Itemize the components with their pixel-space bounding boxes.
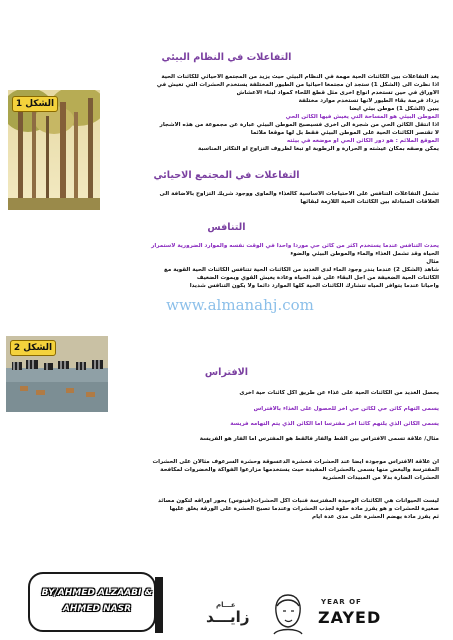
paragraph-line: يزداد فرصة بقاء الطيور لانها تستخدم موارد مختلفة bbox=[298, 98, 439, 104]
heading-predation: الافتراس bbox=[204, 367, 249, 378]
zayed-year-arabic-small: عـــام bbox=[216, 601, 236, 609]
paragraph-line: يعد التفاعلات بين الكائنات الحية مهمة في النظام البيئي حيث يزيد من المجتمع الاحيائي للكائنات الحية bbox=[161, 74, 439, 80]
figure-2-label: الشكل 2 bbox=[10, 340, 56, 356]
heading-ecosystem-interactions: التفاعلات في النظام البيئي bbox=[161, 52, 292, 63]
paragraph-line: مثال bbox=[426, 259, 439, 265]
predation-definition: يسمى التهام كائن حي لكائن حي اخر للحصول على الغذاء بالافتراس bbox=[253, 406, 439, 412]
paragraph-line: ان علاقة الافتراس موجودة ايضا عند الحشرات فحشرة الدعسوقة وحشرة السرعوف مثالان على الحشرات bbox=[152, 459, 439, 465]
author-credit bbox=[27, 571, 167, 635]
paragraph-line: مثال/ علاقة تسمى الافتراس بين القط والفار فالقط هو المفترس اما الفار هو الفريسة bbox=[199, 436, 439, 442]
paragraph-line: تشمل التفاعلات التنافس على الاحتياجات الاساسية كالغذاء والماوى ووجود شريك التزاوج بالاضافة الى bbox=[159, 191, 439, 197]
watermark: www.almanahj.com bbox=[166, 296, 314, 314]
zayed-year-arabic: زايـــد bbox=[206, 608, 250, 626]
competition-definition: يحدث التنافس عندما يستخدم اكثر من كائن حي موردا واحدا في الوقت نفسه والموارد الضرورية لاستمرار bbox=[151, 243, 439, 249]
zayed-label: ZAYED bbox=[318, 608, 382, 627]
year-of-label: YEAR OF bbox=[321, 598, 362, 606]
predator-prey-definition: يسمى الكائن الذي يلتهم كائنا اخر مفترسا اما الكائن الذي يتم التهامه فريسة bbox=[230, 421, 439, 427]
paragraph-line: ليست الحيوانات هي الكائنات الوحيدة المفترسة فنبات اكل الحشرات(فينوس) يحور اوراقه لتكون مصائد bbox=[158, 498, 439, 504]
author-line-2: AHMED NASR bbox=[62, 604, 132, 614]
habitat-definition: الموطن البيئي هو المساحة التي يعيش فيها الكائن الحي bbox=[285, 114, 439, 120]
zayed-portrait-icon bbox=[268, 592, 308, 636]
paragraph-line: يبين (الشكل 1) موطن بيئي ايضا bbox=[349, 106, 439, 112]
paragraph-line: اذا انتقل الكائن الحي من شجرة الى اخرى فسيصبح الموطن البيئي عبارة عن مجموعة من هذه الاشجار bbox=[159, 122, 439, 128]
paragraph-line: لا تقتصر الكائنات الحية على الموطن البيئي فقط بل لها موقعا ملائما bbox=[250, 130, 439, 136]
paragraph-line: شاهد (الشكل 2) عندما يندر وجود الماء لدى العديد من الكائنات الحية تتنافس الكائنات الحية القوية مع bbox=[164, 267, 439, 273]
paragraph-line: يحصل العديد من الكائنات الحية على غذاء عن طريق اكل كائنات حية اخرى bbox=[239, 390, 439, 396]
paragraph-line: الكائنات الحية الضعيفة من اجل البقاء على قيد الحياة وعادة يعيش القوي ويموت الضعيف bbox=[196, 275, 439, 281]
paragraph-line: الحياة وقد تشمل الغذاء والماء والموطن البيئي والضوء bbox=[290, 251, 439, 257]
paragraph-line: يمكن وصفه بمكان عيشته و الحرارة و الرطوبة او تبعا لظروف التزاوج او التكاثر المناسبة bbox=[197, 146, 439, 152]
paragraph-line: واحيانا عندما يتوافر المياه تتشارك الكائنات الحية كلها الموارد دائما ولا يكون التنافس شديدا bbox=[189, 283, 439, 289]
paragraph-line: صغيرة للحشرات و هو يفرز مادة حلوة لجذب الحشرات وعندما تصبح الحشرة على الورقة يغلق عليها bbox=[169, 506, 439, 512]
paragraph-line: الاوراق في حين تستخدم انواع اخرى مثل قطع اللحاء كمواد لبناء الاعشاش bbox=[236, 90, 439, 96]
author-line-1: BY/AHMED ALZAABI & bbox=[41, 588, 153, 598]
niche-definition: الموقع الملائم : هو دور الكائن الحي او موضعه في بيئته bbox=[286, 138, 439, 144]
paragraph-line: ثم يفرز مادة يهضم الحشرة على مدى عدة ايام bbox=[311, 514, 439, 520]
heading-community-interactions: التفاعلات في المجتمع الاحيائي bbox=[153, 170, 300, 181]
heading-competition: التنافس bbox=[207, 222, 246, 233]
paragraph-line: اذا نظرت الى (الشكل 1) ستجد ان مجتمعا احيائيا من الطيور المختلفة يستخدم الحشرات التي تعيش في bbox=[156, 82, 439, 88]
paragraph-line: المفترسة والبعض منها يسمى بالحشرات المفيدة حيث يستخدمها مزارعوا الفواكة والخضروات لمكافحة bbox=[160, 467, 439, 473]
paragraph-line: العلاقات المتبادلة بين الكائنات الحية اللازمة لبقائها bbox=[300, 199, 439, 205]
figure-1-label: الشكل 1 bbox=[12, 96, 58, 112]
paragraph-line: الحشرات الضارة بدلا من المبيدات الحشرية bbox=[322, 475, 439, 481]
